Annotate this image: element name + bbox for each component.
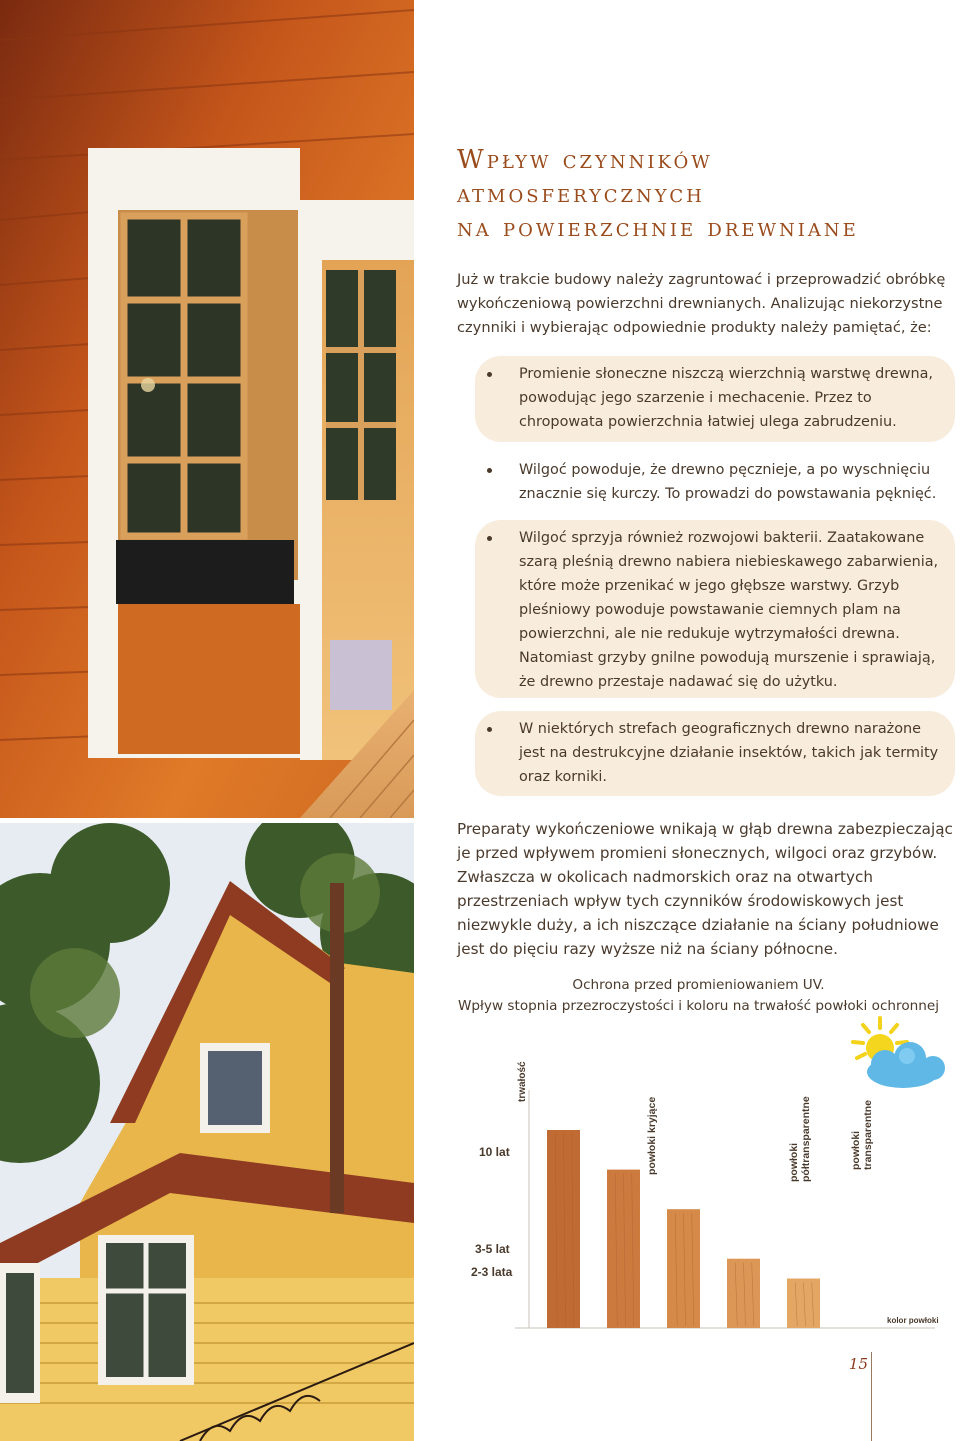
list-item-text: Promienie słoneczne niszczą wierzchnią warstwę drewna, powodując jego szarzenie i mechacenie. Przez to chropowata powierzchnia łatwiej ulega zabrudzeniu.: [519, 366, 934, 430]
svg-text:powłokitransparentne: powłokitransparentne: [850, 1099, 874, 1170]
bullet-icon: [487, 727, 492, 732]
sun-cloud-icon: [853, 1018, 945, 1088]
factor-list: [475, 356, 955, 796]
y-tick-label: 3-5 lat: [475, 1242, 510, 1256]
list-item: [475, 520, 955, 698]
list-item: [475, 452, 955, 512]
outro-paragraph: Preparaty wykończeniowe wnikają w głąb drewna zabezpieczając je przed wpływem promieni słonecznych, wilgoci oraz grzybów. Zwłaszcza w okolicach nadmorskich oraz na otwartych przestrzeniach wpływ tych czynników środowiskowych jest niezwykle duży, a ich niszczące działanie na ściany południowe jest do pięciu razy wyższe niż na ściany północne.: [457, 820, 953, 958]
group-label: powłoki kryjące: [646, 1096, 658, 1175]
bullet-icon: [487, 536, 492, 541]
list-item-text: W niektórych strefach geograficznych drewno narażone jest na destrukcyjne działanie insektów, takich jak termity oraz korniki.: [519, 721, 939, 785]
bullet-icon: [487, 468, 492, 473]
title-line-1: Wpływ czynników: [457, 145, 713, 175]
caption-line-2: Wpływ stopnia przezroczystości i koloru na trwałość powłoki ochronnej: [457, 998, 940, 1014]
title-line-2: atmosferycznych: [457, 179, 705, 209]
photo-yellow-villa: [0, 823, 414, 1441]
list-item-text: Wilgoć sprzyja również rozwojowi bakterii. Zaatakowane szarą pleśnią drewno nabiera niebieskawego zabarwienia, które może przenikać w jego głębsze warstwy. Grzyb pleśniowy powoduje powstawanie ciemnych plam na powierzchni, ale nie redukuje wytrzymałości drewna. Natomiast grzyby gnilne powodują murszenie i sprawiają, że drewno przestaje nadawać się do użytku.: [519, 530, 939, 690]
y-tick-label: 2-3 lata: [471, 1265, 513, 1279]
svg-text:powłokipółtransparentne: powłokipółtransparentne: [788, 1096, 812, 1182]
y-tick-label: 10 lat: [479, 1145, 510, 1159]
page-rule: [871, 1352, 872, 1441]
photo-wooden-house-window: [0, 0, 414, 818]
bullet-icon: [487, 372, 492, 377]
page-title: [457, 143, 947, 245]
durability-chart: [455, 1010, 960, 1340]
page-number: 15: [848, 1355, 868, 1373]
list-item-text: Wilgoć powoduje, że drewno pęcznieje, a po wyschnięciu znacznie się kurczy. To prowadzi do powstawania pęknięć.: [519, 462, 937, 502]
list-item: [475, 356, 955, 442]
caption-line-1: Ochrona przed promieniowaniem UV.: [572, 977, 825, 993]
group-label: [850, 1100, 874, 1170]
intro-paragraph: Już w trakcie budowy należy zagruntować i przeprowadzić obróbkę wykończeniową powierzchni drewnianych. Analizując niekorzystne czynniki i wybierając odpowiednie produkty należy pamiętać, że:: [457, 271, 946, 336]
list-item: [475, 711, 955, 796]
y-axis-label: trwałość: [517, 1061, 528, 1102]
title-line-3: na powierzchnie drewniane: [457, 213, 859, 243]
chart-svg: [455, 1010, 960, 1340]
group-label: [788, 1096, 812, 1182]
x-axis-label: kolor powłoki: [887, 1316, 939, 1325]
